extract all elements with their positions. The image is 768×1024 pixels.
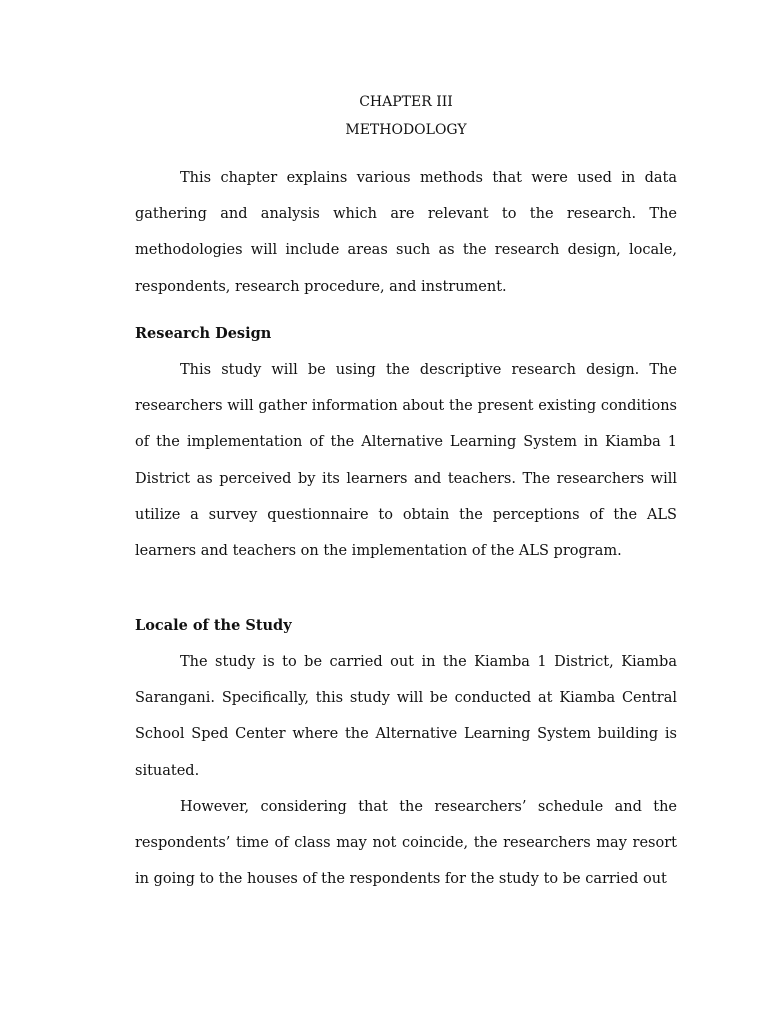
locale-paragraph-2: However, considering that the researchers’ schedule and the respondents’ time of class may not coincide, the researchers may resort in going to the houses of the respondents for the study to be carried out (135, 799, 677, 888)
intro-paragraph: This chapter explains various methods that were used in data gathering and analysis which are relevant to the research. The methodologies will include areas such as the research design, locale, respondents, research procedure, and instrument. (135, 170, 677, 295)
chapter-number: CHAPTER III (359, 94, 453, 110)
locale-paragraph-1: The study is to be carried out in the Kiamba 1 District, Kiamba Sarangani. Specifically, this study will be conducted at Kiamba Central School Sped Center where the Alternative Learning System building is situated. (135, 654, 677, 779)
research-design-paragraph: This study will be using the descriptive research design. The researchers will gather information about the present existing conditions of the implementation of the Alternative Learning System in Kiamba 1 District as perceived by its learners and teachers. The researchers will utilize a survey questionnaire to obtain the perceptions of the ALS learners and teachers on the implementation of the ALS program. (135, 362, 677, 560)
research-design-heading: Research Design (135, 325, 272, 342)
chapter-title: METHODOLOGY (345, 122, 467, 138)
locale-heading: Locale of the Study (135, 617, 292, 634)
